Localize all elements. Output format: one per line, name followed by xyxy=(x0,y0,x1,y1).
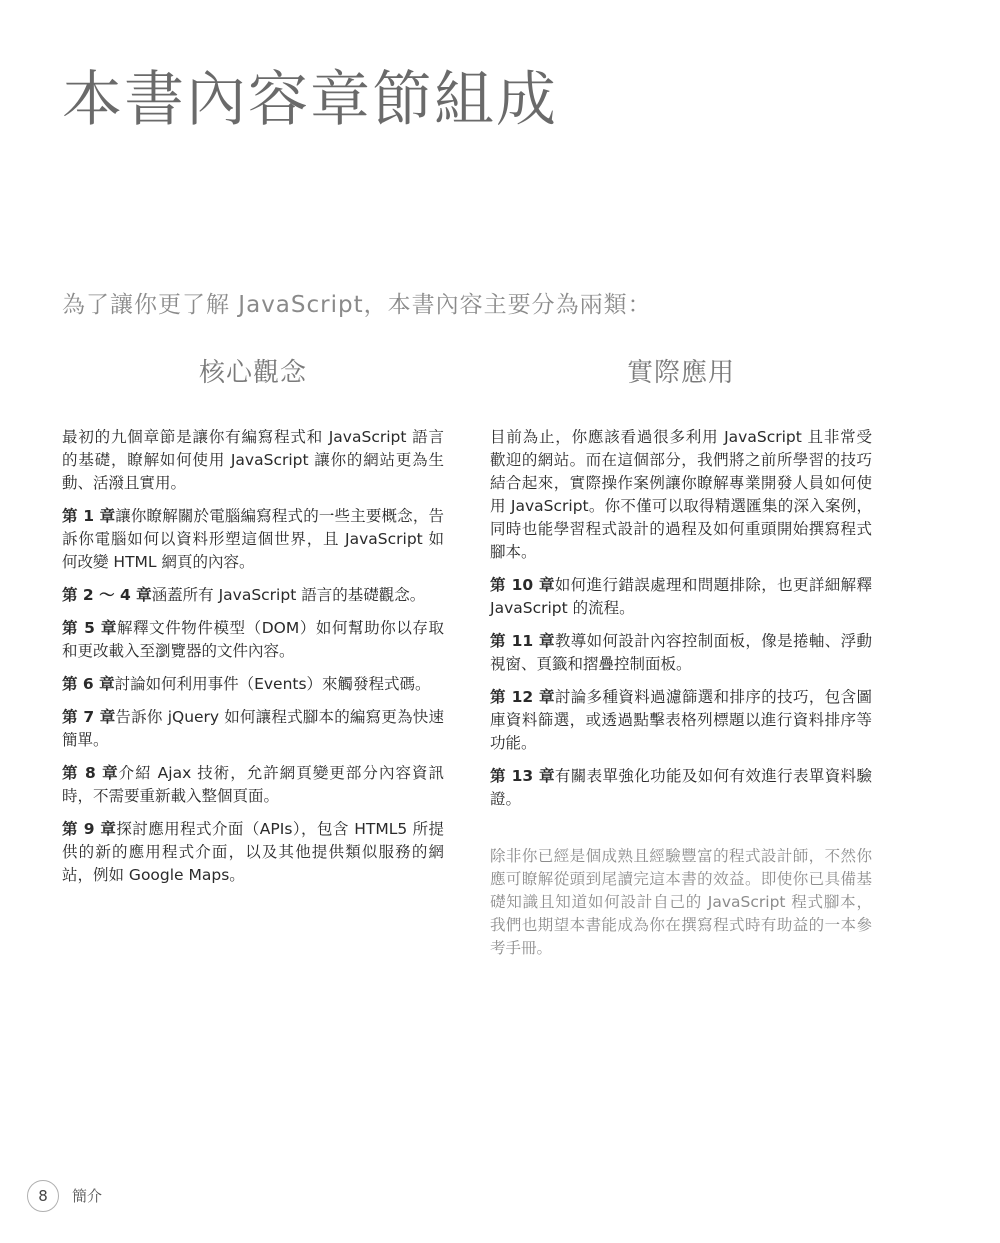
chapter-label: 第 5 章 xyxy=(62,619,117,637)
chapter-paragraph: 第 10 章如何進行錯誤處理和問題排除，也更詳細解釋 JavaScript 的流程。 xyxy=(490,576,872,617)
chapter-label: 第 8 章 xyxy=(62,764,119,782)
section-label: 簡介 xyxy=(72,1187,103,1205)
chapter-paragraph: 第 8 章介紹 Ajax 技術，允許網頁變更部分內容資訊時，不需要重新載入整個頁面。 xyxy=(62,764,445,805)
chapter-paragraph: 第 13 章有關表單強化功能及如何有效進行表單資料驗證。 xyxy=(490,767,872,808)
left-column xyxy=(62,426,444,897)
chapter-paragraph: 第 2 〜 4 章涵蓋所有 JavaScript 語言的基礎觀念。 xyxy=(62,586,426,604)
intro-text: 為了讓你更了解 JavaScript，本書內容主要分為兩類： xyxy=(62,292,652,318)
closing-note: 除非你已經是個成熟且經驗豐富的程式設計師，不然你應可瞭解從頭到尾讀完這本書的效益。即使你已具備基礎知識且知道如何設計自己的 JavaScript 程式腳本，我們也期望本書能成為你在撰寫程式時有助益的一本參考手冊。 xyxy=(490,847,872,957)
chapter-label: 第 7 章 xyxy=(62,708,116,726)
chapter-label: 第 12 章 xyxy=(490,688,555,706)
page-title: 本書內容章節組成 xyxy=(62,65,558,135)
chapter-paragraph: 第 11 章教導如何設計內容控制面板，像是捲軸、浮動視窗、頁籤和摺疊控制面板。 xyxy=(490,632,872,673)
chapter-label: 第 13 章 xyxy=(490,767,555,785)
chapter-label: 第 6 章 xyxy=(62,675,115,693)
chapter-paragraph: 第 7 章告訴你 jQuery 如何讓程式腳本的編寫更為快速簡單。 xyxy=(62,708,444,749)
chapter-label: 第 10 章 xyxy=(490,576,555,594)
left-column-heading: 核心觀念 xyxy=(199,358,308,388)
chapter-label: 第 9 章 xyxy=(62,820,117,838)
right-column-heading: 實際應用 xyxy=(627,358,736,388)
chapter-paragraph: 第 6 章討論如何利用事件（Events）來觸發程式碼。 xyxy=(62,675,431,693)
chapter-label: 第 2 〜 4 章 xyxy=(62,586,152,604)
chapter-paragraph: 第 12 章討論多種資料過濾篩選和排序的技巧，包含圖庫資料篩選，或透過點擊表格列標題以進行資料排序等功能。 xyxy=(490,688,872,752)
page-number: 8 xyxy=(27,1180,59,1212)
chapter-paragraph: 第 5 章解釋文件物件模型（DOM）如何幫助你以存取和更改載入至瀏覽器的文件內容。 xyxy=(62,619,445,660)
paragraph: 最初的九個章節是讓你有編寫程式和 JavaScript 語言的基礎，瞭解如何使用 JavaScript 讓你的網站更為生動、活潑且實用。 xyxy=(62,428,444,492)
paragraph: 目前為止，你應該看過很多利用 JavaScript 且非常受歡迎的網站。而在這個部分，我們將之前所學習的技巧結合起來，實際操作案例讓你瞭解專業開發人員如何使用 JavaScript。你不僅可以取得精選匯集的深入案例，同時也能學習程式設計的過程及如何重頭開始撰寫程式腳本。 xyxy=(490,428,872,561)
right-column xyxy=(490,426,872,970)
chapter-paragraph: 第 9 章探討應用程式介面（APIs），包含 HTML5 所提供的新的應用程式介面，以及其他提供類似服務的網站，例如 Google Maps。 xyxy=(62,820,445,884)
chapter-label: 第 11 章 xyxy=(490,632,555,650)
chapter-label: 第 1 章 xyxy=(62,507,116,525)
chapter-paragraph: 第 1 章讓你瞭解關於電腦編寫程式的一些主要概念，告訴你電腦如何以資料形塑這個世界，且 JavaScript 如何改變 HTML 網頁的內容。 xyxy=(62,507,444,571)
